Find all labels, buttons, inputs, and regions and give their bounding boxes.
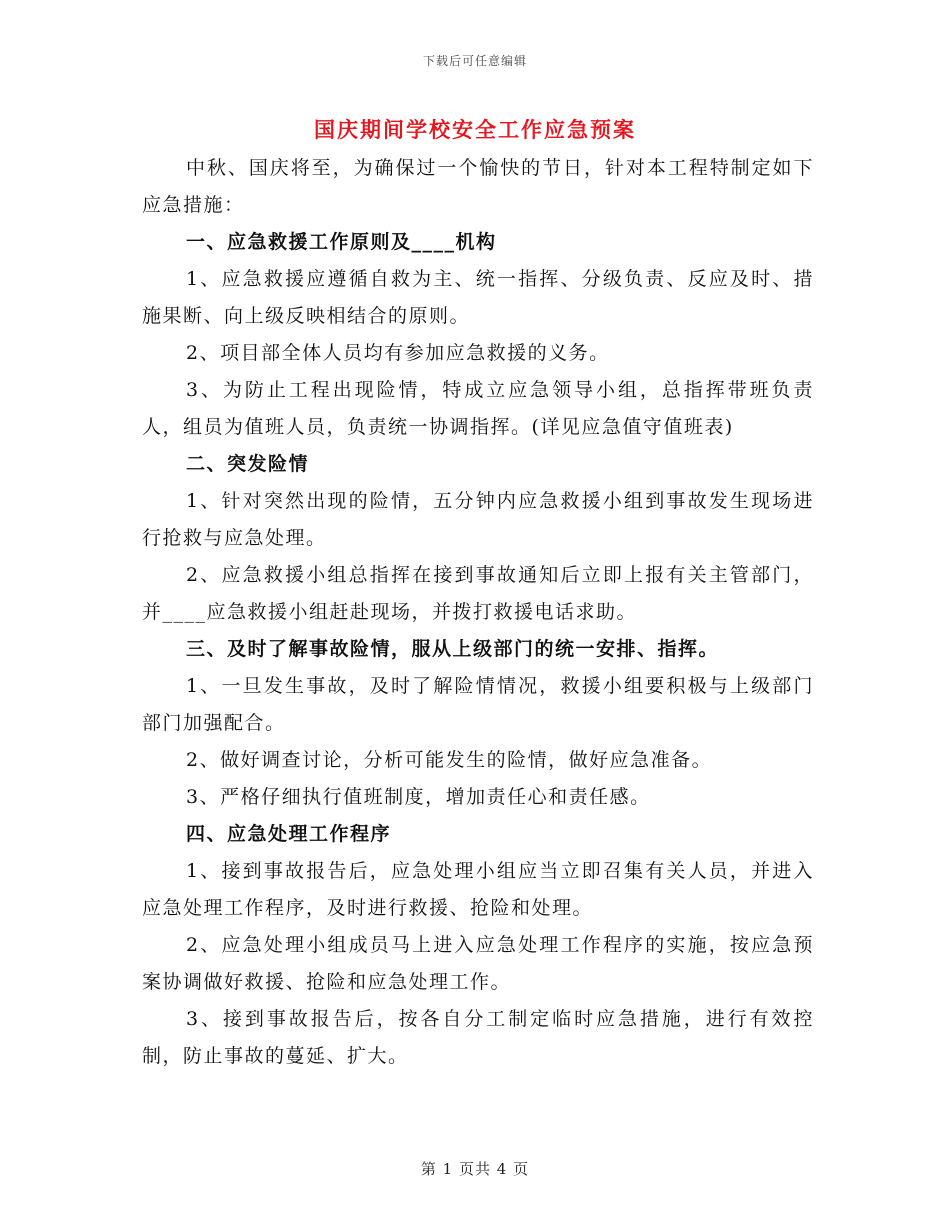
paragraph: 3、严格仔细执行值班制度，增加责任心和责任感。 xyxy=(186,786,651,808)
paragraph: 1、一旦发生事故，及时了解险情情况，救援小组要积极与上级部门部门加强配合。 xyxy=(142,675,814,734)
paragraph: 2、应急处理小组成员马上进入应急处理工作程序的实施，按应急预案协调做好救援、抢险和应急处理工作。 xyxy=(142,934,814,993)
paragraph: 1、应急救援应遵循自救为主、统一指挥、分级负责、反应及时、措施果断、向上级反映相结合的原则。 xyxy=(142,268,814,327)
document-title: 国庆期间学校安全工作应急预案 xyxy=(314,117,636,142)
paragraph: 1、针对突然出现的险情，五分钟内应急救援小组到事故发生现场进行抢救与应急处理。 xyxy=(142,490,814,549)
section-heading-4: 四、应急处理工作程序 xyxy=(186,823,392,845)
page-header-note: 下载后可任意编辑 xyxy=(422,54,527,68)
section-heading-3: 三、及时了解事故险情，服从上级部门的统一安排、指挥。 xyxy=(186,638,720,660)
paragraph: 2、应急救援小组总指挥在接到事故通知后立即上报有关主管部门，并____应急救援小组赶赴现场，并拨打救援电话求助。 xyxy=(142,564,814,623)
page-number-footer: 第 1 页共 4 页 xyxy=(420,1160,530,1178)
section-heading-2: 二、突发险情 xyxy=(186,453,310,475)
document-body xyxy=(142,150,814,1075)
paragraph-intro: 中秋、国庆将至，为确保过一个愉快的节日，针对本工程特制定如下应急措施： xyxy=(142,157,814,216)
paragraph: 3、接到事故报告后，按各自分工制定临时应急措施，进行有效控制，防止事故的蔓延、扩大。 xyxy=(142,1008,814,1067)
paragraph: 2、项目部全体人员均有参加应急救援的义务。 xyxy=(186,342,610,364)
section-heading-1: 一、应急救援工作原则及____机构 xyxy=(186,231,497,253)
paragraph: 3、为防止工程出现险情，特成立应急领导小组，总指挥带班负责人，组员为值班人员，负责统一协调指挥。(详见应急值守值班表) xyxy=(142,379,814,438)
paragraph: 2、做好调查讨论，分析可能发生的险情，做好应急准备。 xyxy=(186,749,713,771)
paragraph: 1、接到事故报告后，应急处理小组应当立即召集有关人员，并进入应急处理工作程序，及时进行救援、抢险和处理。 xyxy=(142,860,814,919)
